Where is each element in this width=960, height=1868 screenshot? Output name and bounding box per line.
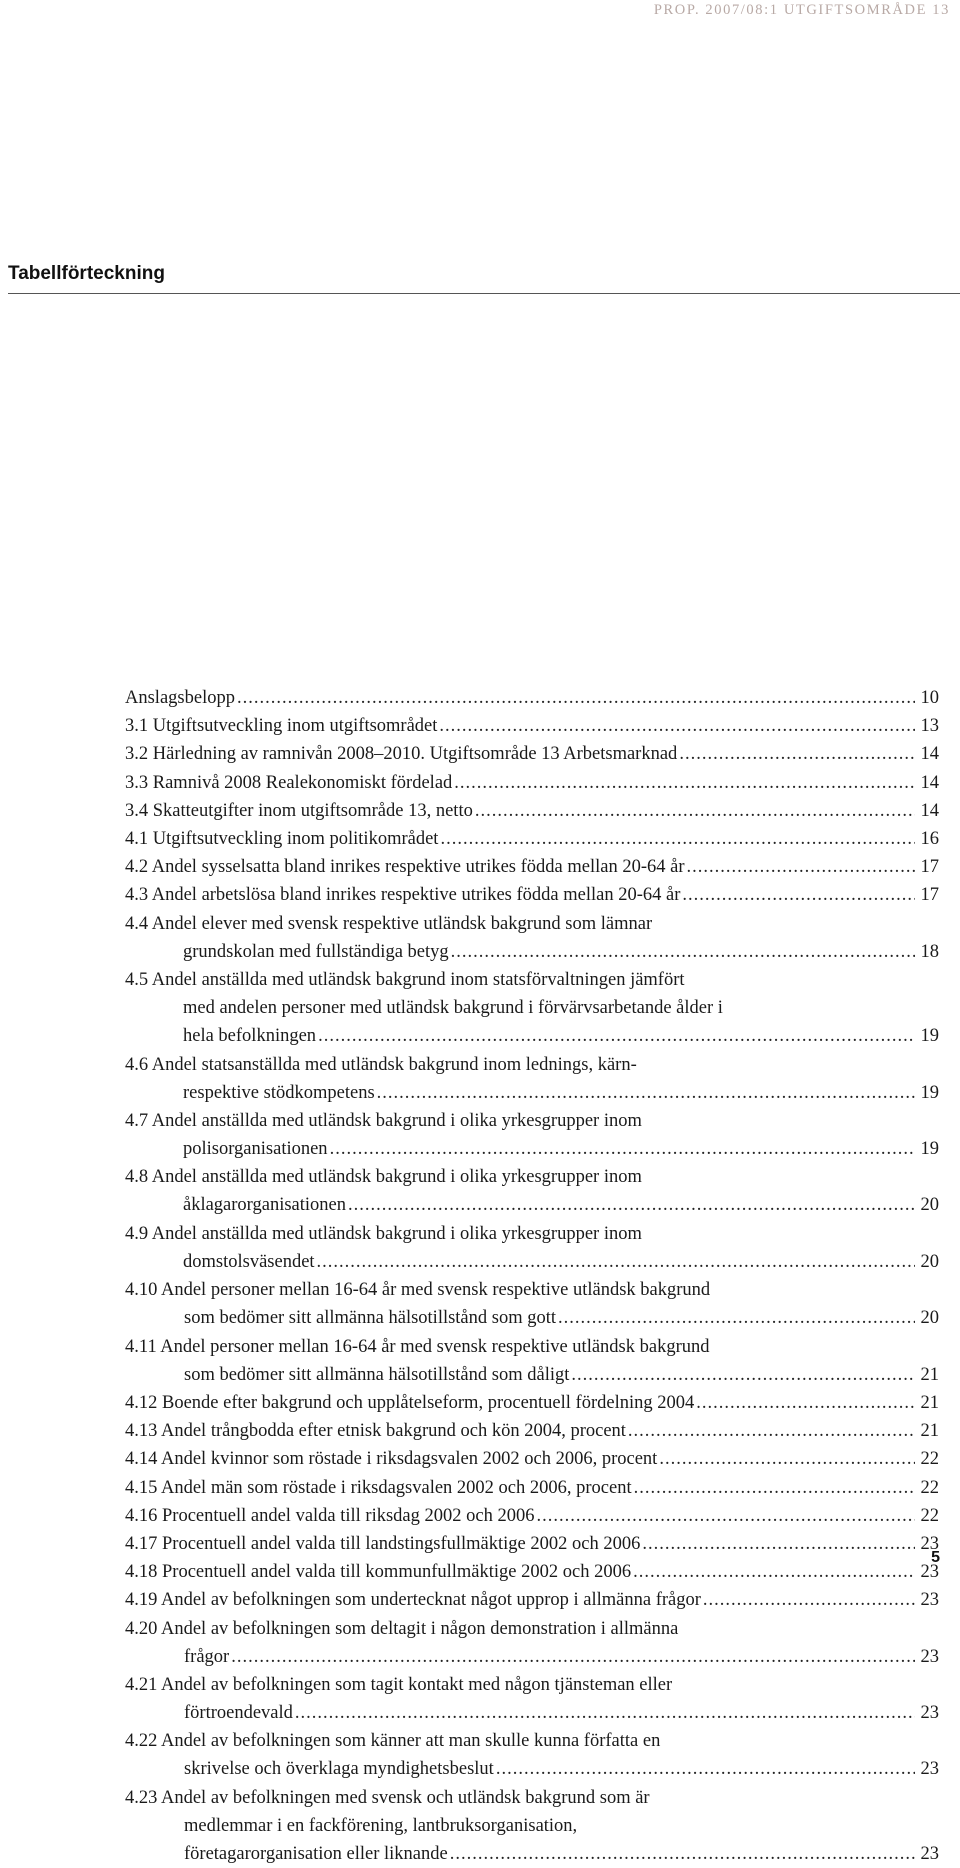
toc-page-number: 14 bbox=[920, 801, 939, 821]
toc-entry-text: medlemmar i en fackförening, lantbruksorganisation, bbox=[184, 1816, 578, 1836]
toc-entry-text: 4.2 Andel sysselsatta bland inrikes respektive utrikes födda mellan 20-64 år bbox=[125, 857, 685, 877]
toc-entry-text: 4.7 Andel anställda med utländsk bakgrund i olika yrkesgrupper inom bbox=[125, 1111, 642, 1131]
toc-entry[interactable] bbox=[125, 1586, 939, 1614]
toc-entry-text: 4.14 Andel kvinnor som röstade i riksdagsvalen 2002 och 2006, procent bbox=[125, 1449, 658, 1469]
toc-entry-text: 4.3 Andel arbetslösa bland inrikes respektive utrikes födda mellan 20-64 år bbox=[125, 885, 681, 905]
toc-page-number: 19 bbox=[920, 1026, 939, 1046]
toc-page-number: 23 bbox=[920, 1759, 939, 1779]
toc-entry[interactable] bbox=[125, 1474, 939, 1502]
toc-leader-dots bbox=[496, 1755, 915, 1783]
section-heading: Tabellförteckning bbox=[8, 263, 165, 284]
toc-entry-last-line bbox=[125, 1135, 939, 1163]
toc-entry-line bbox=[125, 1220, 939, 1248]
toc-entry[interactable] bbox=[125, 881, 939, 909]
toc-leader-dots bbox=[571, 1361, 915, 1389]
toc-page-number: 19 bbox=[920, 1139, 939, 1159]
toc-entry-line bbox=[125, 1784, 939, 1812]
toc-entry-text: 4.22 Andel av befolkningen som känner att man skulle kunna författa en bbox=[125, 1731, 661, 1751]
toc-leader-dots bbox=[439, 712, 915, 740]
toc-entry-text: grundskolan med fullständiga betyg bbox=[183, 942, 449, 962]
toc-entry-last-line bbox=[125, 1558, 939, 1586]
toc-entry-last-line bbox=[125, 825, 939, 853]
toc-entry-line bbox=[125, 1276, 939, 1304]
toc-entry-text: som bedömer sitt allmänna hälsotillstånd som gott bbox=[184, 1308, 557, 1328]
toc-page-number: 21 bbox=[920, 1393, 939, 1413]
toc-entry-text: 4.20 Andel av befolkningen som deltagit i någon demonstration i allmänna bbox=[125, 1619, 679, 1639]
toc-entry-line bbox=[125, 966, 939, 994]
toc-entry-last-line bbox=[125, 1755, 939, 1783]
toc-entry-last-line bbox=[125, 1502, 939, 1530]
toc-entry[interactable] bbox=[125, 740, 939, 768]
toc-leader-dots bbox=[558, 1304, 915, 1332]
toc-entry-last-line bbox=[125, 853, 939, 881]
toc-page-number: 22 bbox=[920, 1449, 939, 1469]
toc-leader-dots bbox=[679, 740, 915, 768]
toc-leader-dots bbox=[330, 1135, 915, 1163]
toc-page-number: 20 bbox=[920, 1195, 939, 1215]
toc-entry[interactable] bbox=[125, 1558, 939, 1586]
toc-entry-line bbox=[125, 910, 939, 938]
toc-entry-text: 4.10 Andel personer mellan 16-64 år med svensk respektive utländsk bakgrund bbox=[125, 1280, 711, 1300]
toc-entry-line bbox=[125, 1051, 939, 1079]
toc-entry-text: 4.6 Andel statsanställda med utländsk bakgrund inom lednings, kärn- bbox=[125, 1055, 637, 1075]
toc-page-number: 23 bbox=[920, 1590, 939, 1610]
toc-entry[interactable] bbox=[125, 1727, 939, 1783]
page-number: 5 bbox=[931, 1549, 940, 1566]
toc-entry-last-line bbox=[125, 769, 939, 797]
toc-leader-dots bbox=[634, 1474, 915, 1502]
toc-entry-text: med andelen personer med utländsk bakgrund i förvärvsarbetande ålder i bbox=[183, 998, 723, 1018]
toc-entry[interactable] bbox=[125, 1051, 939, 1107]
toc-entry-last-line bbox=[125, 1079, 939, 1107]
toc-entry-last-line bbox=[125, 1840, 939, 1868]
toc-entry[interactable] bbox=[125, 1671, 939, 1727]
toc-entry-text: 4.9 Andel anställda med utländsk bakgrund i olika yrkesgrupper inom bbox=[125, 1224, 642, 1244]
toc-page-number: 23 bbox=[920, 1562, 939, 1582]
toc-leader-dots bbox=[536, 1502, 915, 1530]
toc-entry-last-line bbox=[125, 1248, 939, 1276]
toc-page-number: 13 bbox=[920, 716, 939, 736]
toc-entry[interactable] bbox=[125, 684, 939, 712]
toc-page-number: 20 bbox=[920, 1252, 939, 1272]
toc-entry[interactable] bbox=[125, 966, 939, 1050]
toc-entry-line bbox=[125, 1812, 939, 1840]
toc-entry-text: frågor bbox=[184, 1647, 230, 1667]
toc-entry-last-line bbox=[125, 1191, 939, 1219]
toc-entry-text: förtroendevald bbox=[184, 1703, 293, 1723]
toc-page-number: 23 bbox=[920, 1534, 939, 1554]
toc-page-number: 17 bbox=[920, 885, 939, 905]
toc-leader-dots bbox=[642, 1530, 915, 1558]
toc-entry-last-line bbox=[125, 1474, 939, 1502]
toc-page-number: 21 bbox=[920, 1421, 939, 1441]
toc-entry-text: 4.1 Utgiftsutveckling inom politikområdet bbox=[125, 829, 439, 849]
toc-entry[interactable] bbox=[125, 1417, 939, 1445]
toc-leader-dots bbox=[451, 938, 915, 966]
toc-entry-last-line bbox=[125, 712, 939, 740]
toc-leader-dots bbox=[633, 1558, 915, 1586]
toc-leader-dots bbox=[450, 1840, 915, 1868]
toc-entry-text: hela befolkningen bbox=[183, 1026, 317, 1046]
toc-page-number: 19 bbox=[920, 1083, 939, 1103]
toc-entry-text: 4.18 Procentuell andel valda till kommunfullmäktige 2002 och 2006 bbox=[125, 1562, 632, 1582]
toc-entry[interactable] bbox=[125, 825, 939, 853]
toc-entry-text: som bedömer sitt allmänna hälsotillstånd som dåligt bbox=[184, 1365, 570, 1385]
toc-entry-last-line bbox=[125, 881, 939, 909]
toc-entry[interactable] bbox=[125, 853, 939, 881]
toc-leader-dots bbox=[317, 1248, 915, 1276]
toc-entry-text: 4.19 Andel av befolkningen som undertecknat något upprop i allmänna frågor bbox=[125, 1590, 701, 1610]
toc-entry-text: skrivelse och överklaga myndighetsbeslut bbox=[184, 1759, 494, 1779]
toc-entry-last-line bbox=[125, 1361, 939, 1389]
toc-entry[interactable] bbox=[125, 769, 939, 797]
toc-entry-text: 3.1 Utgiftsutveckling inom utgiftsområdet bbox=[125, 716, 438, 736]
toc-entry-last-line bbox=[125, 740, 939, 768]
toc-entry-last-line bbox=[125, 1699, 939, 1727]
toc-leader-dots bbox=[659, 1445, 915, 1473]
toc-leader-dots bbox=[628, 1417, 915, 1445]
toc-entry[interactable] bbox=[125, 910, 939, 966]
toc-entry-last-line bbox=[125, 1643, 939, 1671]
toc-entry-text: 4.11 Andel personer mellan 16-64 år med svensk respektive utländsk bakgrund bbox=[125, 1337, 710, 1357]
toc-entry[interactable] bbox=[125, 1107, 939, 1163]
toc-entry-text: 3.3 Ramnivå 2008 Realekonomiskt fördelad bbox=[125, 773, 453, 793]
toc-leader-dots bbox=[440, 825, 915, 853]
toc-leader-dots bbox=[682, 881, 915, 909]
toc-page-number: 23 bbox=[920, 1647, 939, 1667]
toc-entry[interactable] bbox=[125, 1502, 939, 1530]
toc-page-number: 22 bbox=[920, 1478, 939, 1498]
toc-leader-dots bbox=[475, 797, 915, 825]
toc-leader-dots bbox=[687, 853, 916, 881]
toc-entry-text: 4.12 Boende efter bakgrund och upplåtelseform, procentuell fördelning 2004 bbox=[125, 1393, 695, 1413]
toc-entry-line bbox=[125, 1333, 939, 1361]
toc-entry[interactable] bbox=[125, 1389, 939, 1417]
toc-entry-text: 4.16 Procentuell andel valda till riksdag 2002 och 2006 bbox=[125, 1506, 535, 1526]
toc-leader-dots bbox=[703, 1586, 915, 1614]
toc-entry-text: 3.4 Skatteutgifter inom utgiftsområde 13, netto bbox=[125, 801, 473, 821]
toc-entry-text: 4.13 Andel trångbodda efter etnisk bakgrund och kön 2004, procent bbox=[125, 1421, 626, 1441]
toc-entry-last-line bbox=[125, 1022, 939, 1050]
toc-leader-dots bbox=[454, 769, 915, 797]
toc-leader-dots bbox=[377, 1079, 915, 1107]
toc-page-number: 10 bbox=[920, 688, 939, 708]
toc-entry-line bbox=[125, 1671, 939, 1699]
toc-entry[interactable] bbox=[125, 797, 939, 825]
toc-entry-text: 4.21 Andel av befolkningen som tagit kontakt med någon tjänsteman eller bbox=[125, 1675, 673, 1695]
toc-page-number: 23 bbox=[920, 1844, 939, 1864]
toc-entry-line bbox=[125, 1107, 939, 1135]
heading-rule bbox=[8, 293, 960, 294]
toc-entry-text: företagarorganisation eller liknande bbox=[184, 1844, 448, 1864]
toc-leader-dots bbox=[237, 684, 915, 712]
toc-entry[interactable] bbox=[125, 1615, 939, 1671]
toc-entry-text: 4.23 Andel av befolkningen med svensk och utländsk bakgrund som är bbox=[125, 1788, 650, 1808]
running-header: PROP. 2007/08:1 UTGIFTSOMRÅDE 13 bbox=[653, 2, 950, 18]
toc-entry-text: domstolsväsendet bbox=[183, 1252, 315, 1272]
toc-page-number: 17 bbox=[920, 857, 939, 877]
toc-entry-text: 3.2 Härledning av ramnivån 2008–2010. Utgiftsområde 13 Arbetsmarknad bbox=[125, 744, 678, 764]
toc-entry[interactable] bbox=[125, 1784, 939, 1868]
toc-leader-dots bbox=[231, 1643, 915, 1671]
toc-entry-line bbox=[125, 994, 939, 1022]
toc-page-number: 14 bbox=[920, 744, 939, 764]
toc-entry-line bbox=[125, 1163, 939, 1191]
toc-entry-line bbox=[125, 1727, 939, 1755]
toc-entry[interactable] bbox=[125, 1445, 939, 1473]
toc-page-number: 22 bbox=[920, 1506, 939, 1526]
toc-entry-last-line bbox=[125, 938, 939, 966]
toc-page-number: 14 bbox=[920, 773, 939, 793]
toc-page-number: 18 bbox=[920, 942, 939, 962]
toc-entry-text: Anslagsbelopp bbox=[125, 688, 235, 708]
toc-entry-last-line bbox=[125, 1530, 939, 1558]
toc-leader-dots bbox=[295, 1699, 915, 1727]
toc-entry-text: 4.5 Andel anställda med utländsk bakgrund inom statsförvaltningen jämfört bbox=[125, 970, 685, 990]
toc-page-number: 23 bbox=[920, 1703, 939, 1723]
toc-entry-text: 4.17 Procentuell andel valda till landstingsfullmäktige 2002 och 2006 bbox=[125, 1534, 641, 1554]
toc-page-number: 20 bbox=[920, 1308, 939, 1328]
toc-entry-last-line bbox=[125, 797, 939, 825]
toc-entry[interactable] bbox=[125, 1276, 939, 1332]
toc-entry[interactable] bbox=[125, 1163, 939, 1219]
toc-leader-dots bbox=[696, 1389, 915, 1417]
toc-page-number: 21 bbox=[920, 1365, 939, 1385]
toc-entry-text: 4.15 Andel män som röstade i riksdagsvalen 2002 och 2006, procent bbox=[125, 1478, 632, 1498]
toc-entry[interactable] bbox=[125, 712, 939, 740]
toc-entry-last-line bbox=[125, 1417, 939, 1445]
toc-entry-last-line bbox=[125, 1304, 939, 1332]
toc-leader-dots bbox=[348, 1191, 915, 1219]
toc-entry-last-line bbox=[125, 684, 939, 712]
toc-entry-text: respektive stödkompetens bbox=[183, 1083, 375, 1103]
toc-entry-text: polisorganisationen bbox=[183, 1139, 328, 1159]
toc-entry-text: åklagarorganisationen bbox=[183, 1195, 347, 1215]
toc-entry[interactable] bbox=[125, 1333, 939, 1389]
toc-entry-last-line bbox=[125, 1389, 939, 1417]
toc-entry-line bbox=[125, 1615, 939, 1643]
toc-entry[interactable] bbox=[125, 1530, 939, 1558]
toc-entry[interactable] bbox=[125, 1220, 939, 1276]
toc-leader-dots bbox=[318, 1022, 915, 1050]
toc-entry-last-line bbox=[125, 1445, 939, 1473]
toc-page-number: 16 bbox=[920, 829, 939, 849]
toc-entry-last-line bbox=[125, 1586, 939, 1614]
toc-entry-text: 4.8 Andel anställda med utländsk bakgrund i olika yrkesgrupper inom bbox=[125, 1167, 642, 1187]
toc-entry-text: 4.4 Andel elever med svensk respektive utländsk bakgrund som lämnar bbox=[125, 914, 653, 934]
